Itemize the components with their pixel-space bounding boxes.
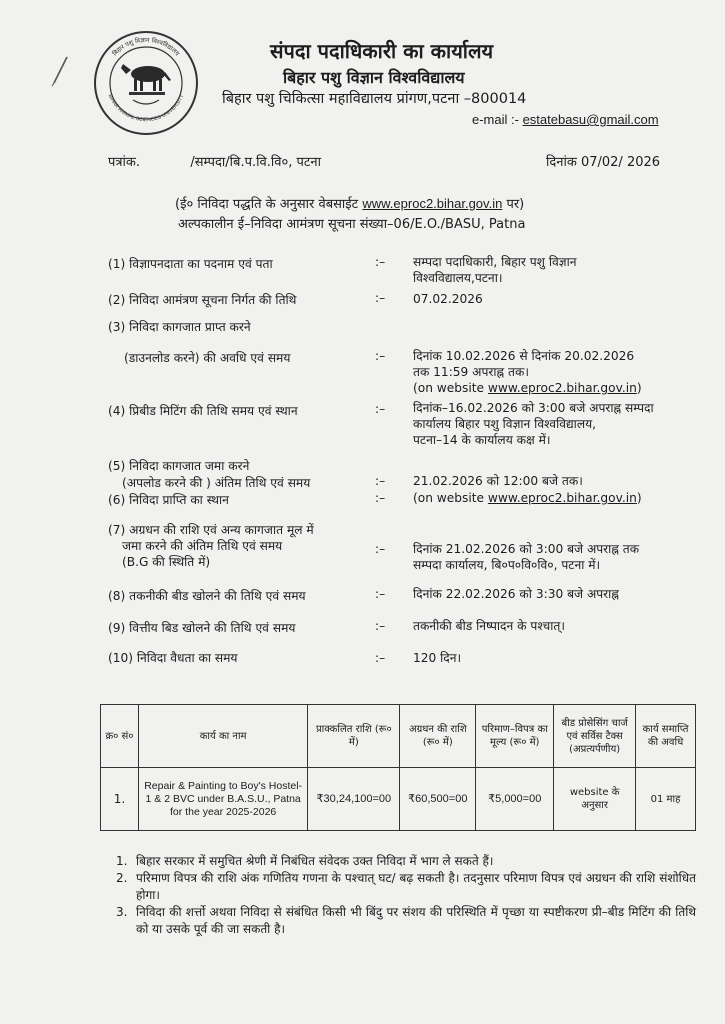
item-7-label: (7) अग्रधन की राशि एवं अन्य कागजात मूल में जमा करने की अंतिम तिथि एवं समय (B.G की स्थिति में) bbox=[108, 523, 314, 569]
item-7-colon: :– bbox=[375, 542, 386, 556]
item-2-colon: :– bbox=[375, 291, 386, 305]
eproc-link[interactable]: www.eproc2.bihar.gov.in bbox=[362, 196, 503, 211]
item-9-value: तकनीकी बीड निष्पादन के पश्चात्। bbox=[413, 619, 565, 633]
item-5-label: (5) निविदा कागजात जमा करने (अपलोड करने की ) अंतिम तिथि एवं समय bbox=[108, 459, 311, 490]
item-1-colon: :– bbox=[375, 255, 386, 269]
table-header-cell: कार्य का नाम bbox=[138, 705, 307, 768]
work-name-cell: Repair & Painting to Boy's Hostel-1 & 2 BVC under B.A.S.U., Patna for the year 2025-2026 bbox=[138, 768, 307, 831]
item-1-label: (1) विज्ञापनदाता का पदनाम एवं पता bbox=[108, 257, 273, 271]
email-link[interactable]: estatebasu@gmail.com bbox=[522, 112, 659, 127]
subject-suffix: पर) bbox=[502, 197, 525, 212]
item-5-colon: :– bbox=[375, 474, 386, 488]
item-1-value: सम्पदा पदाधिकारी, बिहार पशु विज्ञान विश्वविद्यालय,पटना। bbox=[413, 255, 577, 285]
notes-list bbox=[116, 853, 696, 938]
item-6-eproc-link[interactable]: www.eproc2.bihar.gov.in bbox=[487, 491, 637, 505]
table-header-cell: क्र० सं० bbox=[101, 705, 139, 768]
table-header-cell: कार्य समाप्ति की अवधि bbox=[636, 705, 696, 768]
item-2-label: (2) निविदा आमंत्रण सूचना निर्गत की तिथि bbox=[108, 293, 297, 307]
tender-table bbox=[100, 704, 696, 831]
item-10-colon: :– bbox=[375, 651, 386, 665]
item-4-label: (4) प्रिबीड मिटिंग की तिथि समय एवं स्थान bbox=[108, 404, 298, 418]
item-3-value: दिनांक 10.02.2026 से दिनांक 20.02.2026 तक 11:59 अपराह्न तक। (on website www.eproc2.bihar.gov.in) bbox=[413, 349, 642, 395]
item-2-value: 07.02.2026 bbox=[413, 292, 483, 306]
table-header-row bbox=[101, 705, 696, 768]
item-6-colon: :– bbox=[375, 491, 386, 505]
earnest-money-cell: ₹60,500=00 bbox=[400, 768, 476, 831]
estimated-amount-cell: ₹30,24,100=00 bbox=[308, 768, 400, 831]
reference-number bbox=[108, 152, 321, 170]
office-title: संपदा पदाधिकारी का कार्यालय bbox=[270, 39, 494, 63]
subject-line-1 bbox=[175, 194, 524, 212]
university-seal-logo bbox=[93, 30, 199, 136]
item-4-value: दिनांक–16.02.2026 को 3:00 बजे अपराह्न सम्पदा कार्यालय बिहार पशु विज्ञान विश्वविद्यालय, पटना–14 के कार्यालय कक्ष में। bbox=[413, 401, 654, 447]
table-row bbox=[101, 768, 696, 831]
list-item: 3. निविदा की शर्त्तो अथवा निविदा से संबंधित किसी भी बिंदु पर संशय की परिस्थिति में पृच्छा या स्पष्टीकरण प्री–बीड मिटिंग की तिथि को या उसके पूर्व की जा सकती है। bbox=[116, 905, 696, 936]
notice-date: दिनांक 07/02/ 2026 bbox=[546, 155, 661, 170]
item-6-label: (6) निविदा प्राप्ति का स्थान bbox=[108, 493, 229, 507]
svg-text:BIHAR ANIMAL SCIENCES UNIVERSI: BIHAR ANIMAL SCIENCES UNIVERSITY bbox=[106, 93, 186, 124]
pen-mark-icon bbox=[50, 55, 70, 87]
university-name: बिहार पशु विज्ञान विश्वविद्यालय bbox=[283, 68, 465, 87]
boq-price-cell: ₹5,000=00 bbox=[476, 768, 554, 831]
table-header-cell: प्राक्कलित राशि (रू० में) bbox=[308, 705, 400, 768]
reference-value: /सम्पदा/बि.प.वि.वि०, पटना bbox=[190, 155, 321, 170]
item-3-eproc-link[interactable]: www.eproc2.bihar.gov.in bbox=[487, 381, 637, 395]
item-10-label: (10) निविदा वैधता का समय bbox=[108, 651, 238, 665]
item-5-value: 21.02.2026 को 12:00 बजे तक। bbox=[413, 474, 583, 488]
subject-prefix: (ई० निविदा पद्धति के अनुसार वेबसाईट bbox=[175, 197, 363, 212]
item-4-colon: :– bbox=[375, 402, 386, 416]
item-8-value: दिनांक 22.02.2026 को 3:30 बजे अपराह्न bbox=[413, 587, 619, 601]
email-label: e-mail :- bbox=[472, 112, 523, 127]
item-9-colon: :– bbox=[375, 619, 386, 633]
item-8-label: (8) तकनीकी बीड खोलने की तिथि एवं समय bbox=[108, 589, 306, 603]
table-header-cell: परिमाण–विपत्र का मूल्य (रू० में) bbox=[476, 705, 554, 768]
processing-charge-cell: website के अनुसार bbox=[554, 768, 636, 831]
item-6-value: (on website www.eproc2.bihar.gov.in) bbox=[413, 491, 642, 505]
list-item: 2. परिमाण विपत्र की राशि अंक गणितिय गणना के पश्चात् घट/ बढ़ सकती है। तदनुसार परिमाण विपत्र एवं अग्रधन की राशि संशोधित होगा। bbox=[116, 871, 696, 902]
item-3-label: (3) निविदा कागजात प्राप्त करने bbox=[108, 320, 251, 334]
table-header-cell: बीड प्रोसेसिंग चार्ज एवं सर्विस टैक्स (अप्रत्यर्पणीय) bbox=[554, 705, 636, 768]
item-8-colon: :– bbox=[375, 587, 386, 601]
svg-text:बिहार पशु विज्ञान विश्वविद्याल: बिहार पशु विज्ञान विश्वविद्यालय bbox=[111, 36, 181, 58]
table-header-cell: अग्रधन की राशि (रू० में) bbox=[400, 705, 476, 768]
item-7-value: दिनांक 21.02.2026 को 3:00 बजे अपराह्न तक सम्पदा कार्यालय, बि०प०वि०वि०, पटना में। bbox=[413, 542, 640, 572]
item-3-colon: :– bbox=[375, 349, 386, 363]
reference-label: पत्रांक. bbox=[108, 155, 141, 170]
item-9-label: (9) वित्तीय बिड खोलने की तिथि एवं समय bbox=[108, 621, 296, 635]
serial-cell: 1. bbox=[101, 768, 139, 831]
item-10-value: 120 दिन। bbox=[413, 651, 462, 665]
email-line bbox=[472, 112, 659, 127]
list-item: 1. बिहार सरकार में समुचित श्रेणी में निबंधित संवेदक उक्त निविदा में भाग ले सकते हैं। bbox=[116, 854, 494, 868]
office-address: बिहार पशु चिकित्सा महाविद्यालय प्रांगण,पटना –800014 bbox=[222, 91, 527, 107]
completion-period-cell: 01 माह bbox=[636, 768, 696, 831]
item-3-label-continued: (डाउनलोड करने) की अवधि एवं समय bbox=[124, 351, 291, 365]
subject-line-2: अल्पकालीन ई–निविदा आमंत्रण सूचना संख्या–06/E.O./BASU, Patna bbox=[178, 217, 526, 232]
